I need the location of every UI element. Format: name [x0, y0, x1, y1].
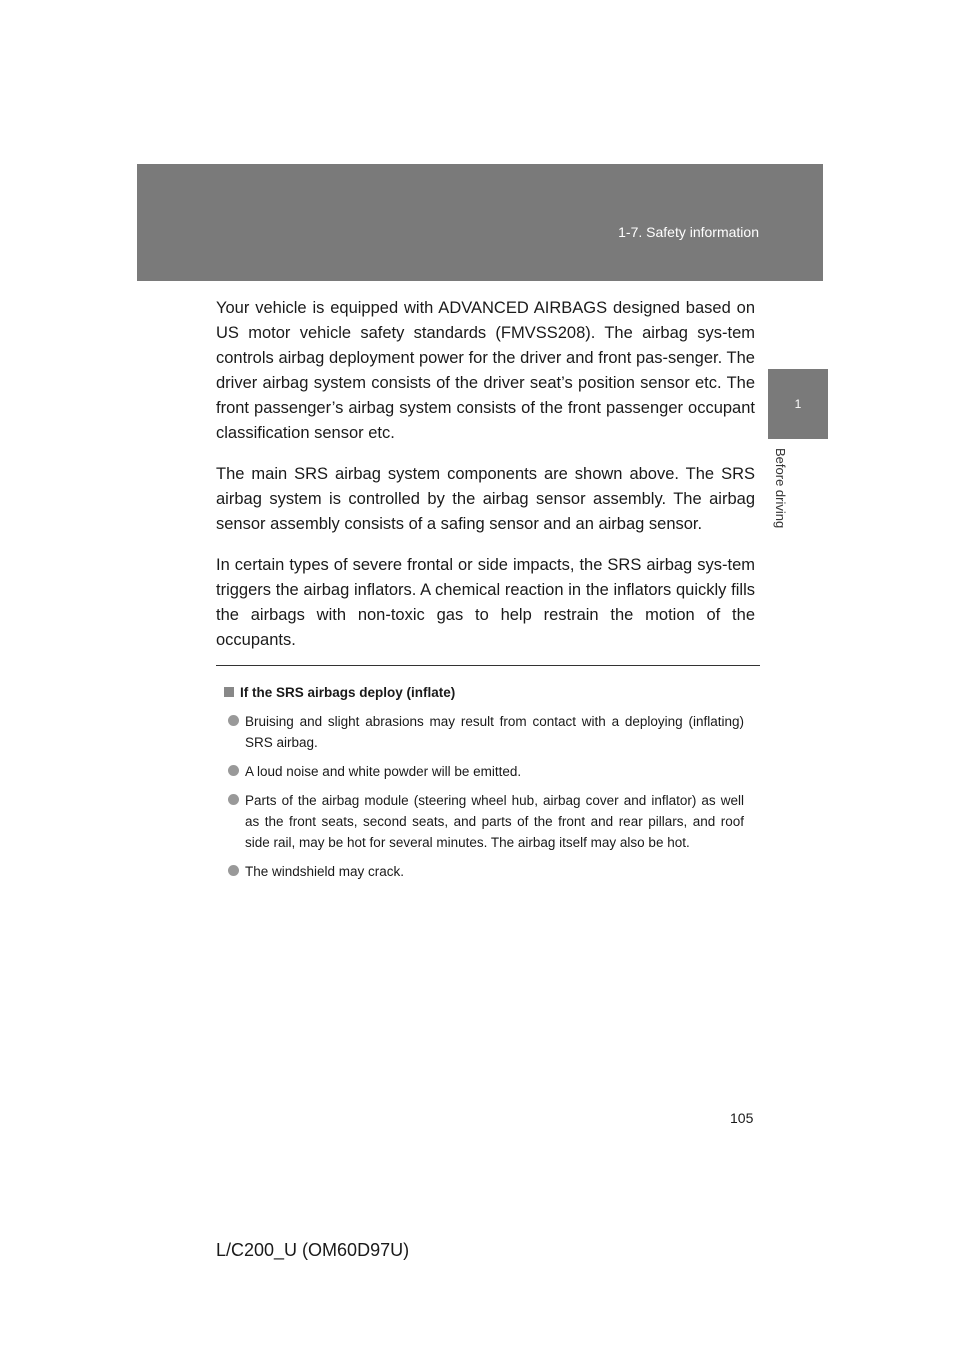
square-bullet-icon: [224, 687, 234, 697]
bullet-dot-icon: [228, 794, 239, 805]
list-item: [228, 761, 744, 782]
notes-heading-text: If the SRS airbags deploy (inflate): [240, 685, 456, 700]
notes-section: [224, 682, 744, 890]
list-item-text: The windshield may crack.: [245, 864, 405, 879]
paragraph: In certain types of severe frontal or side impacts, the SRS airbag sys-tem triggers the airbag inflators. A chemical reaction in the inflators quickly fills the airbags with non-toxic gas to help restrain the motion of the occupants.: [216, 556, 755, 649]
list-item-text: A loud noise and white powder will be emitted.: [245, 764, 522, 779]
list-item: [228, 861, 744, 882]
body-text: [216, 296, 755, 669]
list-item: [228, 711, 744, 753]
document-code: L/C200_U (OM60D97U): [216, 1240, 410, 1260]
bullet-dot-icon: [228, 715, 239, 726]
bullet-dot-icon: [228, 765, 239, 776]
paragraph: Your vehicle is equipped with ADVANCED AIRBAGS designed based on US motor vehicle safety standards (FMVSS208). The airbag sys-tem controls airbag deployment power for the driver and front pas-senger. The driver airbag system consists of the driver seat’s position sensor etc. The front passenger’s airbag system consists of the front passenger occupant classification sensor etc.: [216, 299, 755, 442]
chapter-label: Before driving: [773, 448, 788, 529]
list-item-text: Bruising and slight abrasions may result from contact with a deploying (inflating) SRS airbag.: [245, 714, 744, 750]
section-title: 1-7. Safety information: [618, 224, 759, 240]
section-divider: [216, 665, 760, 666]
header-band: [137, 164, 823, 281]
paragraph: The main SRS airbag system components are shown above. The SRS airbag system is controlled by the airbag sensor assembly. The airbag sensor assembly consists of a safing sensor and an airbag sensor.: [216, 465, 755, 533]
chapter-tab: [768, 369, 828, 439]
bullet-dot-icon: [228, 865, 239, 876]
page-number: 105: [730, 1110, 754, 1126]
list-item-text: Parts of the airbag module (steering wheel hub, airbag cover and inflator) as well as the front seats, second seats, and parts of the front and rear pillars, and roof side rail, may be hot for several minutes. The airbag itself may also be hot.: [245, 793, 744, 850]
notes-heading: [224, 682, 744, 703]
list-item: [228, 790, 744, 853]
chapter-number: 1: [794, 397, 802, 411]
